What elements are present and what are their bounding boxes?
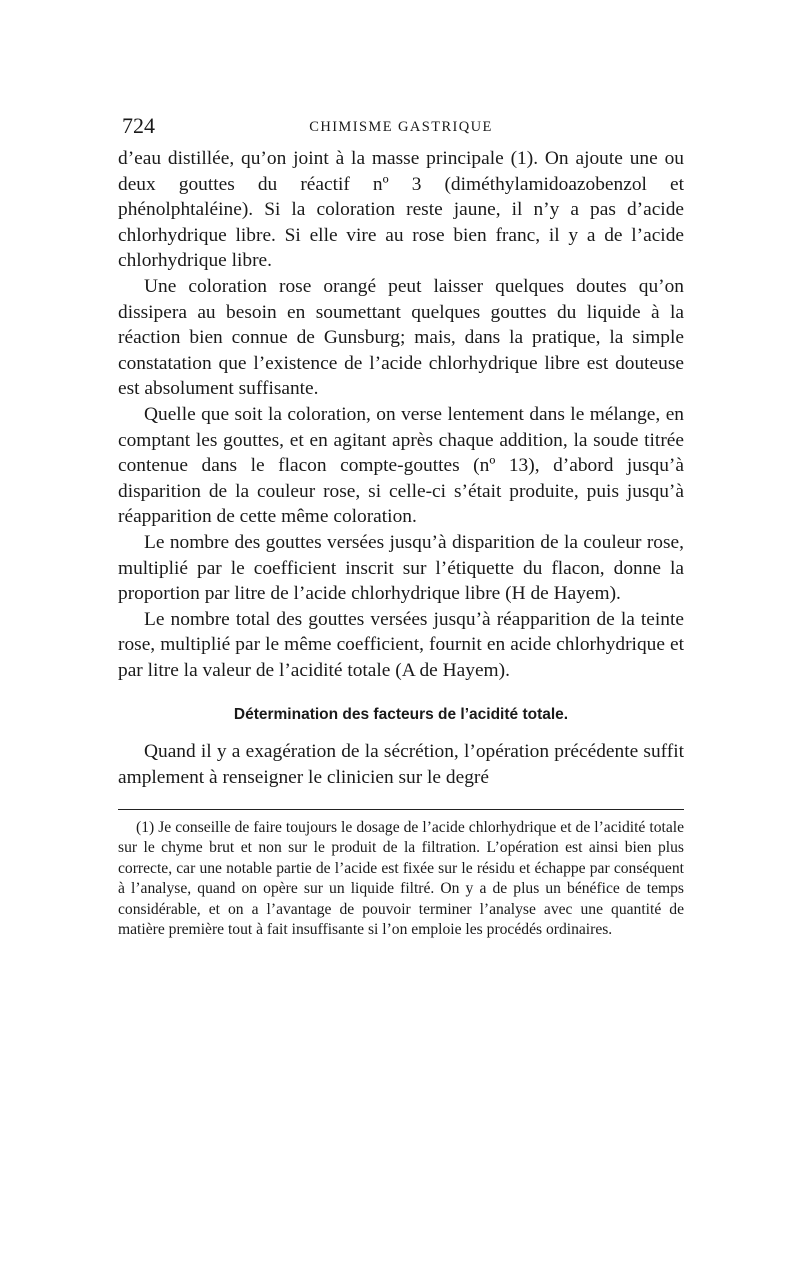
footnote-text: (1) Je conseille de faire toujours le dosage de l’acide chlorhydrique et de l’acidité totale sur le chyme brut et non sur le produit de la filtration. L’opération est ainsi bien plus correcte, car une notable partie de l’acide est fixée sur le résidu et échappe par conséquent à l’analyse, quand on opère sur un liquide filtré. On y a de plus un bénéfice de temps considérable, et on a l’avantage de pouvoir terminer l’analyse avec une quantité de matière première tout à fait insuffisante si l’on emploie les procédés ordinaires. <box>118 818 684 939</box>
paragraph-5: Le nombre total des gouttes versées jusqu’à réapparition de la teinte rose, multiplié par le même coefficient, fournit en acide chlorhydrique et par litre la valeur de l’acidité totale (A de Hayem). <box>118 608 684 681</box>
footnote <box>118 818 684 941</box>
page-number: 724 <box>122 113 155 138</box>
paragraph-6: Quand il y a exagération de la sécrétion, l’opération précédente suffit amplement à renseigner le clinicien sur le degré <box>118 741 684 789</box>
paragraph-4: Le nombre des gouttes versées jusqu’à disparition de la couleur rose, multiplié par le coefficient inscrit sur l’étiquette du flacon, donne la proportion par litre de l’acide chlorhydrique libre (H de Hayem). <box>118 531 684 605</box>
running-head <box>118 112 684 146</box>
section-heading: Détermination des facteurs de l’acidité totale. <box>233 706 569 724</box>
footnote-divider <box>118 809 684 810</box>
paragraph-1: d’eau distillée, qu’on joint à la masse principale (1). On ajoute une ou deux gouttes du réactif nº 3 (diméthylamidoazobenzol et phénolphtaléine). Si la coloration reste jaune, il n’y a pas d’acide chlorhydrique libre. Si elle vire au rose bien franc, il y a de l’acide chlorhydrique libre. <box>118 148 684 272</box>
running-title: CHIMISME GASTRIQUE <box>309 119 493 135</box>
book-page <box>118 112 684 941</box>
paragraph-3: Quelle que soit la coloration, on verse lentement dans le mélange, en comptant les gouttes, et en agitant après chaque addition, la soude titrée contenue dans le flacon compte-gouttes (nº 13), d’abord jusqu’à disparition de la couleur rose, si celle-ci s’était produite, puis jusqu’à réapparition de cette même coloration. <box>118 403 684 528</box>
body-text <box>118 146 684 791</box>
paragraph-2: Une coloration rose orangé peut laisser quelques doutes qu’on dissipera au besoin en soumettant quelques gouttes du liquide à la réaction bien connue de Gunsburg; mais, dans la pratique, la simple constatation que l’existence de l’acide chlorhydrique libre est douteuse est absolument suffisante. <box>118 275 684 400</box>
